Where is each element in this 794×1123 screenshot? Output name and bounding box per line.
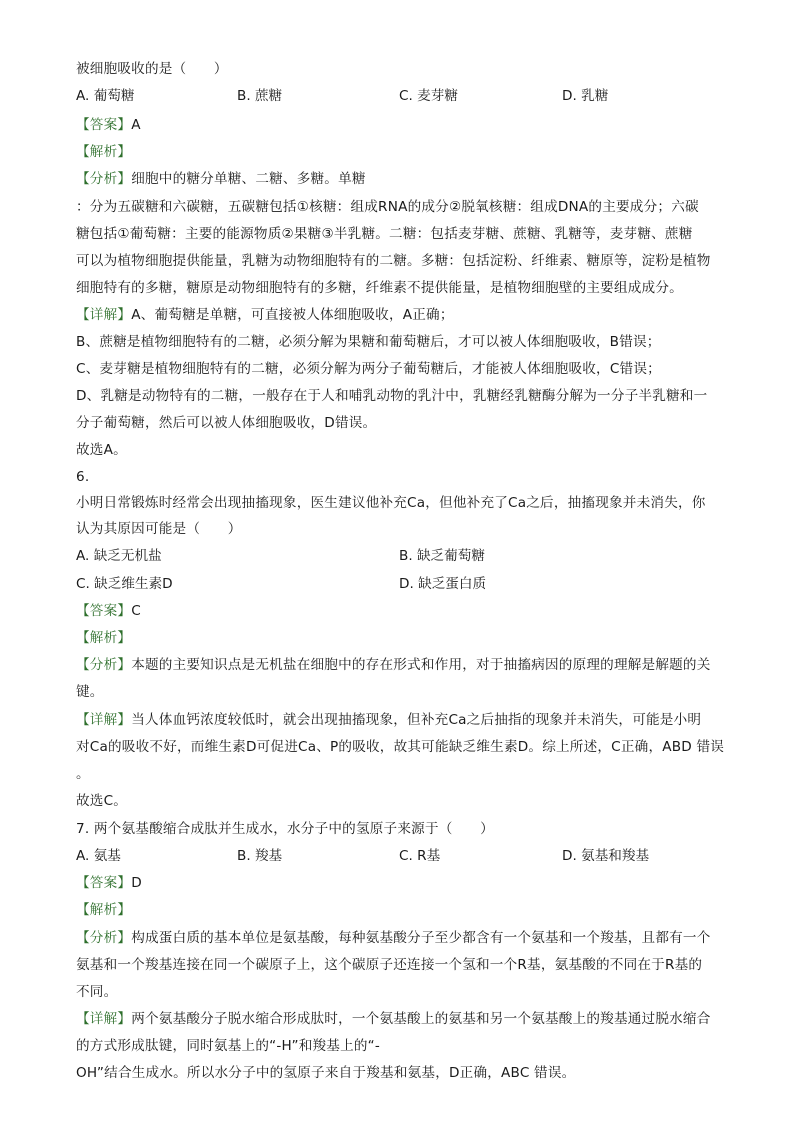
q5-option-c: C. 麦芽糖	[399, 88, 458, 104]
q7-analysis-line: 氨基和一个羧基连接在同一个碳原子上，这个碳原子还连接一个氢和一个R基，氨基酸的不同在于R基的	[76, 957, 703, 973]
detail-tag: 【详解】	[76, 307, 132, 323]
analysis-tag: 【分析】	[76, 930, 132, 946]
q5-stem-tail: 被细胞吸收的是（ ）	[76, 61, 228, 77]
answer-value: C	[131, 603, 141, 619]
q6-option-d: D. 缺乏蛋白质	[399, 576, 487, 592]
q5-detail-line: 分子葡萄糖，然后可以被人体细胞吸收，D错误。	[76, 415, 377, 431]
q7-analysis-line	[76, 929, 711, 947]
q7-answer	[76, 874, 142, 892]
q7-detail-line: 的方式形成肽键，同时氨基上的“-H”和羧基上的“-	[76, 1038, 381, 1054]
q7-option-a: A. 氨基	[76, 848, 121, 864]
q7-stem: 7. 两个氨基酸缩合成肽并生成水，水分子中的氢原子来源于（ ）	[76, 821, 494, 837]
analysis-text: 构成蛋白质的基本单位是氨基酸，每种氨基酸分子至少都含有一个氨基和一个羧基，且都有一个	[131, 930, 711, 946]
q6-option-a: A. 缺乏无机盐	[76, 548, 162, 564]
q7-detail-line	[76, 1010, 711, 1028]
q6-stem-line: 小明日常锻炼时经常会出现抽搐现象，医生建议他补充Ca，但他补充了Ca之后，抽搐现象并未消失，你	[76, 495, 706, 511]
detail-text: 当人体血钙浓度较低时，就会出现抽搐现象，但补充Ca之后抽指的现象并未消失，可能是小明	[131, 712, 702, 728]
q6-number: 6.	[76, 469, 90, 485]
q6-answer	[76, 602, 141, 620]
q6-detail-line: 对Ca的吸收不好，而维生素D可促进Ca、P的吸收，故其可能缺乏维生素D。综上所述，C正确，ABD 错误	[76, 739, 725, 755]
q5-option-b: B. 蔗糖	[237, 88, 283, 104]
q6-detail-line	[76, 711, 701, 729]
q5-analysis-line: 糖包括①葡萄糖：主要的能源物质②果糖③半乳糖。二糖：包括麦芽糖、蔗糖、乳糖等，麦芽糖、蔗糖	[76, 226, 693, 242]
answer-value: D	[131, 875, 142, 891]
analysis-tag: 【分析】	[76, 171, 132, 187]
q5-analysis-line: ：分为五碳糖和六碳糖，五碳糖包括①核糖：组成RNA的成分②脱氧核糖：组成DNA的主要成分；六碳	[76, 199, 699, 215]
answer-tag: 【答案】	[76, 875, 132, 891]
detail-text: 两个氨基酸分子脱水缩合形成肽时，一个氨基酸上的氨基和另一个氨基酸上的羧基通过脱水缩合	[131, 1011, 711, 1027]
detail-tag: 【详解】	[76, 712, 132, 728]
answer-value: A	[131, 117, 141, 133]
q6-detail-line: 。	[76, 766, 90, 782]
q5-option-a: A. 葡萄糖	[76, 88, 135, 104]
q6-stem-line: 认为其原因可能是（ ）	[76, 521, 242, 537]
analysis-text: 本题的主要知识点是无机盐在细胞中的存在形式和作用，对于抽搐病因的原理的理解是解题的关	[131, 657, 711, 673]
q5-answer	[76, 116, 141, 134]
q7-analysis-line: 不同。	[76, 984, 118, 1000]
q5-analysis-line	[76, 170, 366, 188]
q5-option-d: D. 乳糖	[562, 88, 609, 104]
q7-jiexi-tag: 【解析】	[76, 902, 132, 918]
q5-jiexi-tag: 【解析】	[76, 144, 132, 160]
q5-detail-line	[76, 306, 454, 324]
q5-detail-line: C、麦芽糖是植物细胞特有的二糖，必须分解为两分子葡萄糖后，才能被人体细胞吸收，C错误；	[76, 361, 661, 377]
detail-tag: 【详解】	[76, 1011, 132, 1027]
detail-text: A、葡萄糖是单糖，可直接被人体细胞吸收，A正确；	[131, 307, 454, 323]
q6-analysis-line: 键。	[76, 684, 104, 700]
q6-option-c: C. 缺乏维生素D	[76, 576, 173, 592]
q5-detail-line: D、乳糖是动物特有的二糖，一般存在于人和哺乳动物的乳汁中，乳糖经乳糖酶分解为一分子半乳糖和一	[76, 388, 708, 404]
q7-option-b: B. 羧基	[237, 848, 283, 864]
q6-conclusion: 故选C。	[76, 793, 128, 809]
q6-analysis-line	[76, 656, 711, 674]
q6-option-b: B. 缺乏葡萄糖	[399, 548, 485, 564]
q5-analysis-line: 细胞特有的多糖，糖原是动物细胞特有的多糖，纤维素不提供能量，是植物细胞壁的主要组成成分。	[76, 280, 683, 296]
q7-option-c: C. R基	[399, 848, 441, 864]
q7-option-d: D. 氨基和羧基	[562, 848, 650, 864]
q6-jiexi-tag: 【解析】	[76, 630, 132, 646]
answer-tag: 【答案】	[76, 603, 132, 619]
answer-tag: 【答案】	[76, 117, 132, 133]
q5-detail-line: B、蔗糖是植物细胞特有的二糖，必须分解为果糖和葡萄糖后，才可以被人体细胞吸收，B错误；	[76, 334, 661, 350]
analysis-text: 细胞中的糖分单糖、二糖、多糖。单糖	[131, 171, 366, 187]
analysis-tag: 【分析】	[76, 657, 132, 673]
q5-analysis-line: 可以为植物细胞提供能量，乳糖为动物细胞特有的二糖。多糖：包括淀粉、纤维素、糖原等，淀粉是植物	[76, 253, 711, 269]
q5-conclusion: 故选A。	[76, 442, 127, 458]
q7-detail-line: OH”结合生成水。所以水分子中的氢原子来自于羧基和氨基，D正确，ABC 错误。	[76, 1065, 576, 1081]
